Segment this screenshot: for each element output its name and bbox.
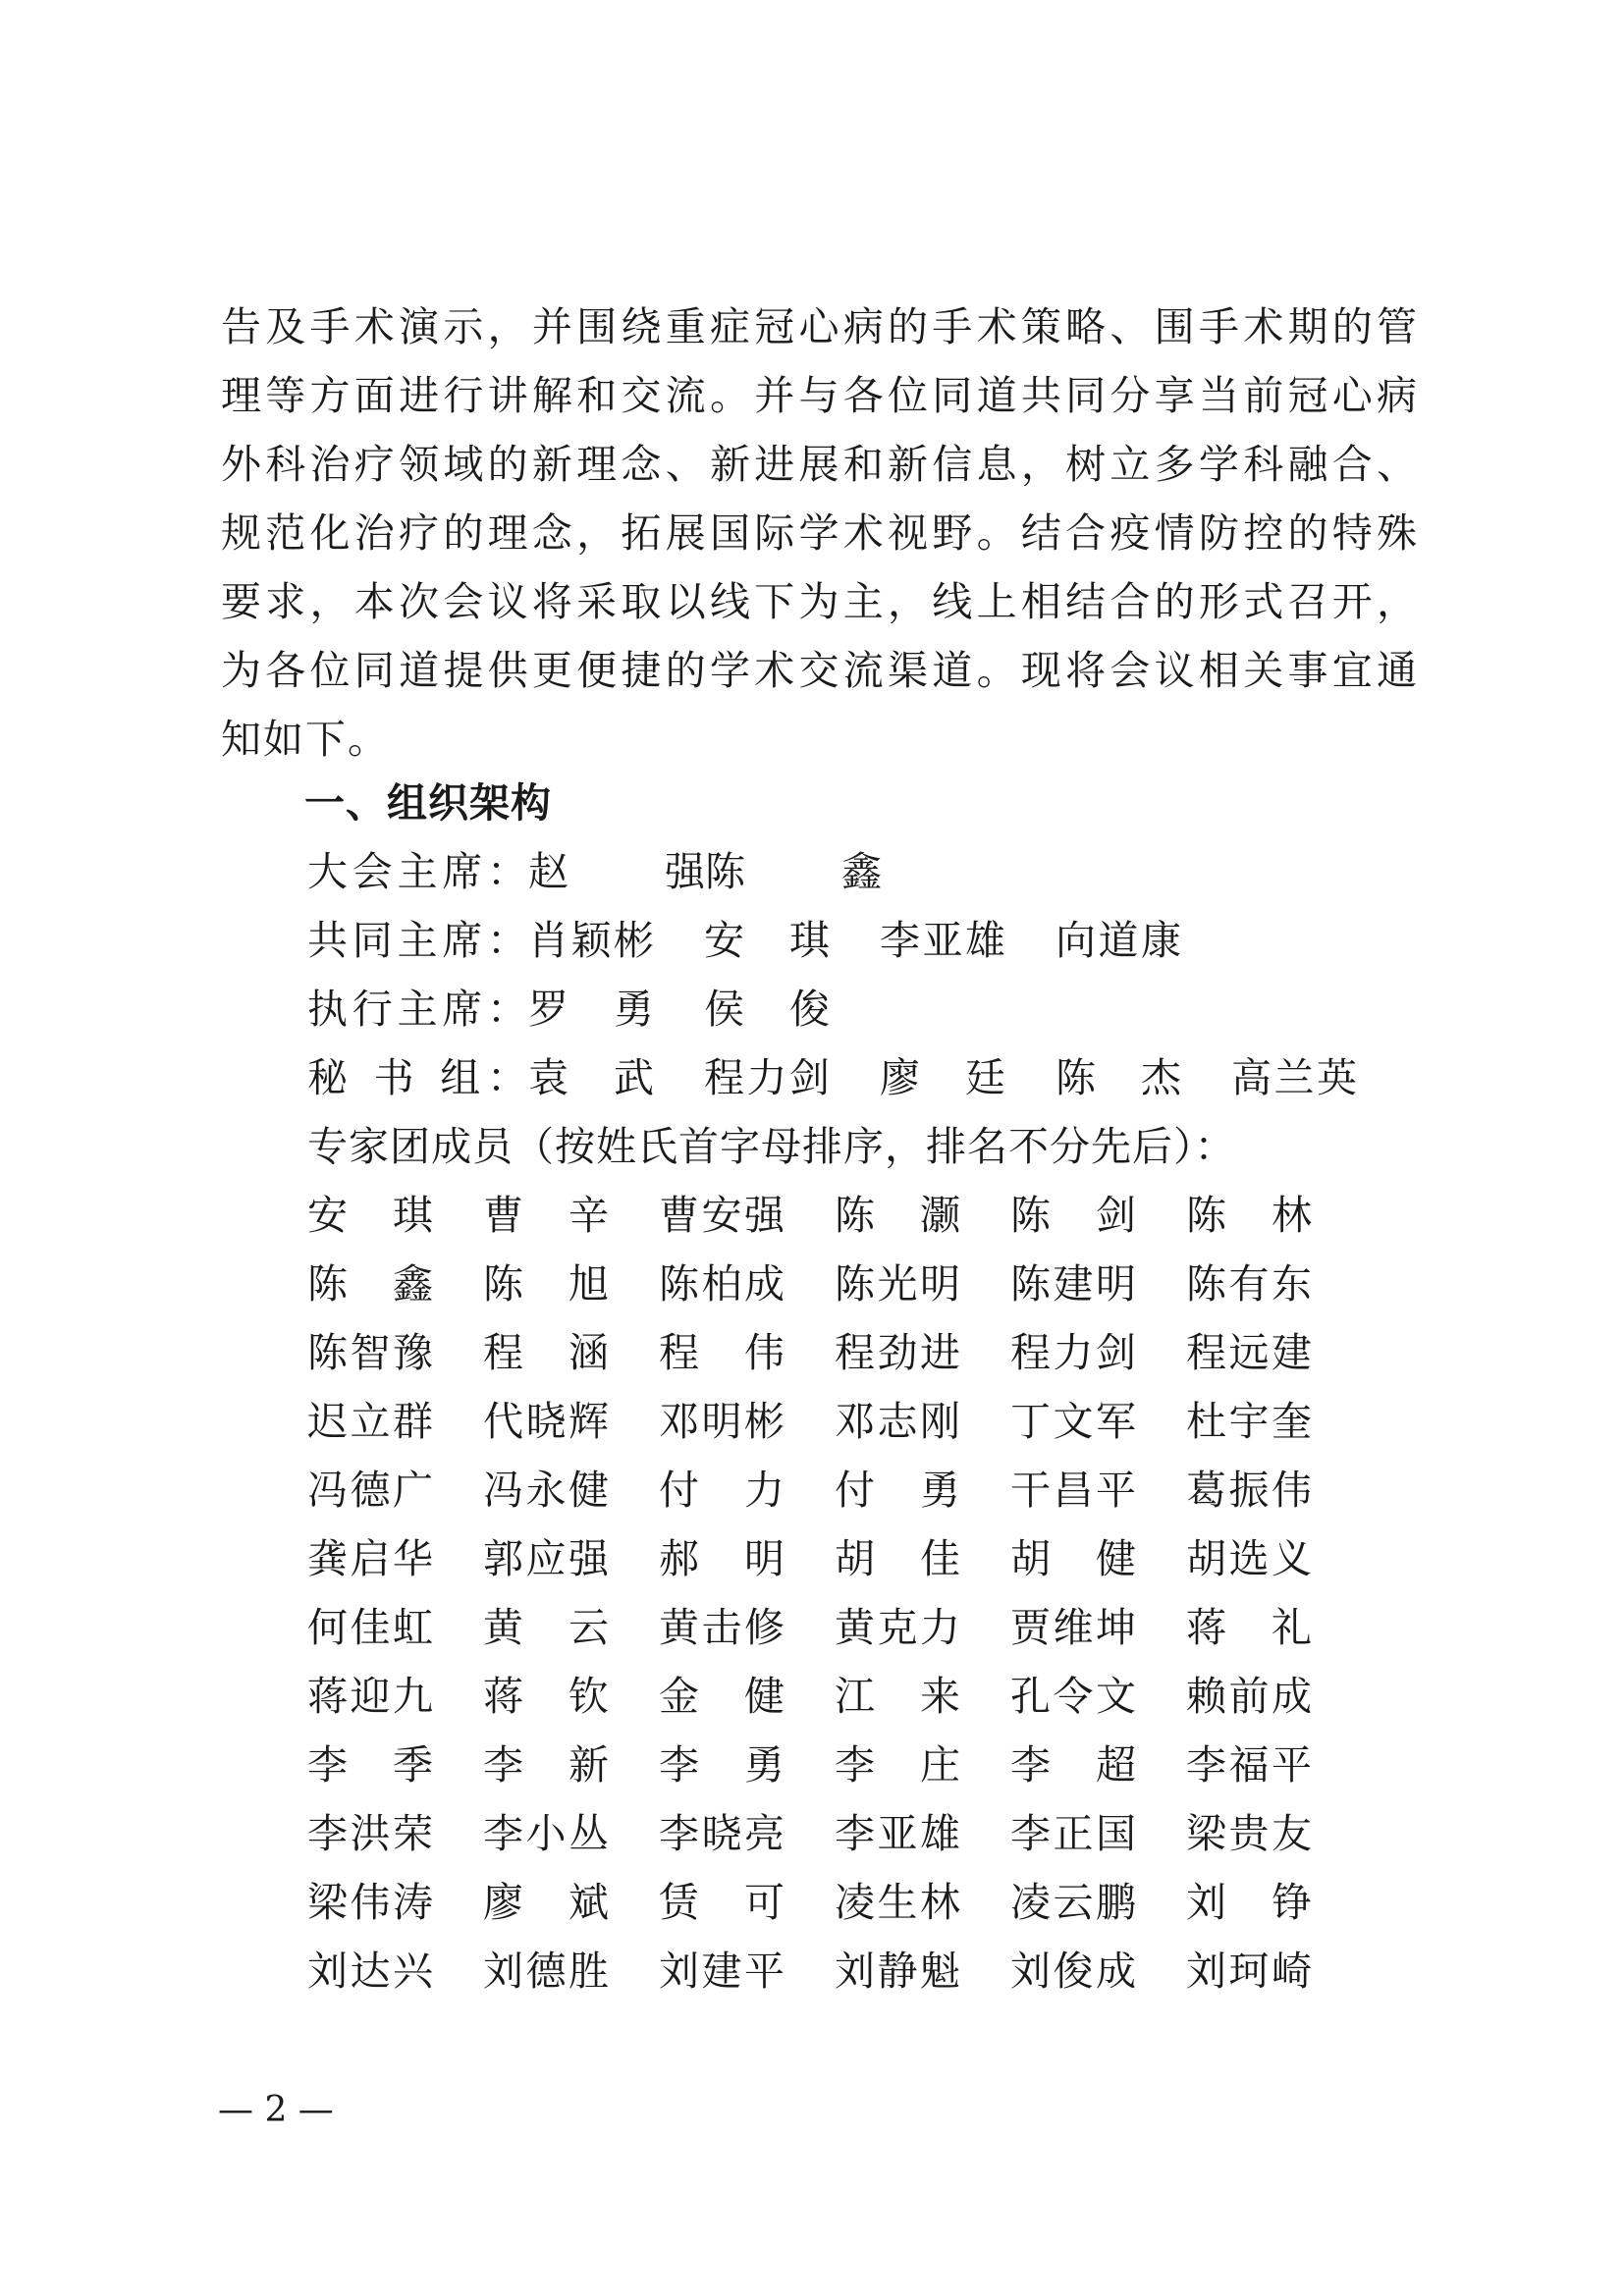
expert-name: 刘俊成 [1010,1948,1136,1995]
expert-name: 刘达兴 [307,1948,433,1995]
organization-list [307,837,1417,1181]
expert-name: 付 勇 [835,1467,960,1514]
expert-name: 郝 明 [659,1535,785,1582]
expert-note-row [307,1112,1417,1181]
chairs-row [307,837,1417,906]
expert-note: 专家团成员（按姓氏首字母排序，排名不分先后）： [307,1123,1236,1170]
expert-name: 刘珂崎 [1186,1948,1312,1995]
expert-name: 陈 剑 [1010,1192,1136,1239]
expert-name: 邓明彬 [659,1398,785,1445]
expert-name: 陈 林 [1186,1192,1312,1239]
expert-name: 李亚雄 [835,1810,960,1857]
expert-name: 黄克力 [835,1604,960,1651]
expert-name: 陈 鑫 [307,1260,433,1308]
expert-name: 李小丛 [483,1810,609,1857]
expert-name: 陈 旭 [483,1260,609,1308]
person-name: 安 琪 [704,917,830,964]
expert-row [307,1524,1368,1593]
expert-name: 陈智豫 [307,1329,433,1376]
expert-name: 黄 云 [483,1604,609,1651]
person-name: 袁 武 [528,1054,654,1101]
expert-name: 程力剑 [1010,1329,1136,1376]
expert-name: 曹 辛 [483,1192,609,1239]
expert-name: 江 来 [835,1673,960,1720]
expert-name: 陈有东 [1186,1260,1312,1308]
expert-name: 干昌平 [1010,1467,1136,1514]
expert-name: 李 勇 [659,1741,785,1789]
expert-row [307,1318,1368,1387]
person-name: 侯 俊 [704,986,830,1033]
section-heading: 一、组织架构 [304,779,552,827]
expert-row [307,1731,1368,1799]
co-chairs-label: 共同主席： [307,917,528,964]
expert-name: 刘静魁 [835,1948,960,1995]
secretariat-names [528,1043,1357,1112]
expert-name: 丁文军 [1010,1398,1136,1445]
paragraph-line: 理等方面进行讲解和交流。并与各位同道共同分享当前冠心病 [221,372,1419,419]
expert-name: 冯永健 [483,1467,609,1514]
person-name: 高兰英 [1231,1054,1357,1101]
body-paragraph [221,293,1419,774]
expert-name: 曹安强 [659,1192,785,1239]
paragraph-line: 规范化治疗的理念，拓展国际学术视野。结合疫情防控的特殊 [221,509,1419,557]
expert-name: 陈柏成 [659,1260,785,1308]
person-name: 陈 杰 [1056,1054,1181,1101]
expert-row [307,1181,1368,1250]
expert-name: 蒋 礼 [1186,1604,1312,1651]
expert-name: 邓志刚 [835,1398,960,1445]
expert-name: 孔令文 [1010,1673,1136,1720]
expert-name: 胡 健 [1010,1535,1136,1582]
paragraph-line: 为各位同道提供更便捷的学术交流渠道。现将会议相关事宜通 [221,647,1419,694]
executive-chairs-label: 执行主席： [307,986,528,1033]
person-name: 廖 廷 [880,1054,1005,1101]
expert-name: 郭应强 [483,1535,609,1582]
person-name: 陈 鑫 [705,848,882,895]
expert-name: 龚启华 [307,1535,433,1582]
expert-name: 安 琪 [307,1192,433,1239]
expert-name: 刘建平 [659,1948,785,1995]
expert-name: 李 季 [307,1741,433,1789]
expert-members-grid [307,1181,1368,2005]
expert-name: 李 庄 [835,1741,960,1789]
expert-name: 梁贵友 [1186,1810,1312,1857]
expert-name: 冯德广 [307,1467,433,1514]
expert-name: 陈建明 [1010,1260,1136,1308]
expert-row [307,1662,1368,1731]
expert-name: 程远建 [1186,1329,1312,1376]
expert-name: 凌云鹏 [1010,1879,1136,1926]
expert-name: 程 伟 [659,1329,785,1376]
expert-row [307,1387,1368,1456]
expert-name: 李洪荣 [307,1810,433,1857]
expert-name: 贾维坤 [1010,1604,1136,1651]
expert-name: 杜宇奎 [1186,1398,1312,1445]
chairs-label: 大会主席： [307,848,528,895]
expert-row [307,1250,1368,1318]
person-name: 程力剑 [704,1054,830,1101]
expert-name: 梁伟涛 [307,1879,433,1926]
expert-name: 程 涵 [483,1329,609,1376]
expert-name: 付 力 [659,1467,785,1514]
page-number: — 2 — [218,2090,334,2130]
paragraph-line: 要求，本次会议将采取以线下为主，线上相结合的形式召开， [221,578,1419,625]
expert-name: 赖前成 [1186,1673,1312,1720]
expert-name: 代晓辉 [483,1398,609,1445]
expert-name: 廖 斌 [483,1879,609,1926]
secretariat-row [307,1043,1417,1112]
executive-chairs-names [528,975,830,1043]
person-name: 肖颖彬 [528,917,654,964]
paragraph-line: 知如下。 [221,716,390,763]
expert-name: 胡 佳 [835,1535,960,1582]
expert-row [307,1593,1368,1662]
expert-name: 赁 可 [659,1879,785,1926]
paragraph-line: 告及手术演示，并围绕重症冠心病的手术策略、围手术期的管 [221,303,1419,350]
chairs-names [528,837,882,906]
expert-name: 陈光明 [835,1260,960,1308]
expert-name: 迟立群 [307,1398,433,1445]
expert-row [307,1868,1368,1937]
expert-row [307,1456,1368,1524]
expert-name: 蒋 钦 [483,1673,609,1720]
person-name: 罗 勇 [528,986,654,1033]
expert-row [307,1937,1368,2005]
expert-name: 刘德胜 [483,1948,609,1995]
expert-name: 凌生林 [835,1879,960,1926]
person-name: 向道康 [1056,917,1181,964]
expert-name: 程劲进 [835,1329,960,1376]
person-name: 李亚雄 [880,917,1005,964]
expert-name: 金 健 [659,1673,785,1720]
expert-name: 胡选义 [1186,1535,1312,1582]
expert-name: 李正国 [1010,1810,1136,1857]
secretariat-label: 秘 书 组： [307,1054,528,1101]
expert-name: 蒋迎九 [307,1673,433,1720]
expert-name: 葛振伟 [1186,1467,1312,1514]
expert-name: 陈 灏 [835,1192,960,1239]
expert-name: 李 新 [483,1741,609,1789]
executive-chairs-row [307,975,1417,1043]
expert-name: 刘 铮 [1186,1879,1312,1926]
expert-name: 何佳虹 [307,1604,433,1651]
co-chairs-names [528,906,1181,975]
expert-row [307,1799,1368,1868]
expert-name: 李晓亮 [659,1810,785,1857]
paragraph-line: 外科治疗领域的新理念、新进展和新信息，树立多学科融合、 [221,441,1419,488]
co-chairs-row [307,906,1417,975]
person-name: 赵 强 [528,848,705,895]
expert-name: 李 超 [1010,1741,1136,1789]
expert-name: 李福平 [1186,1741,1312,1789]
expert-name: 黄击修 [659,1604,785,1651]
